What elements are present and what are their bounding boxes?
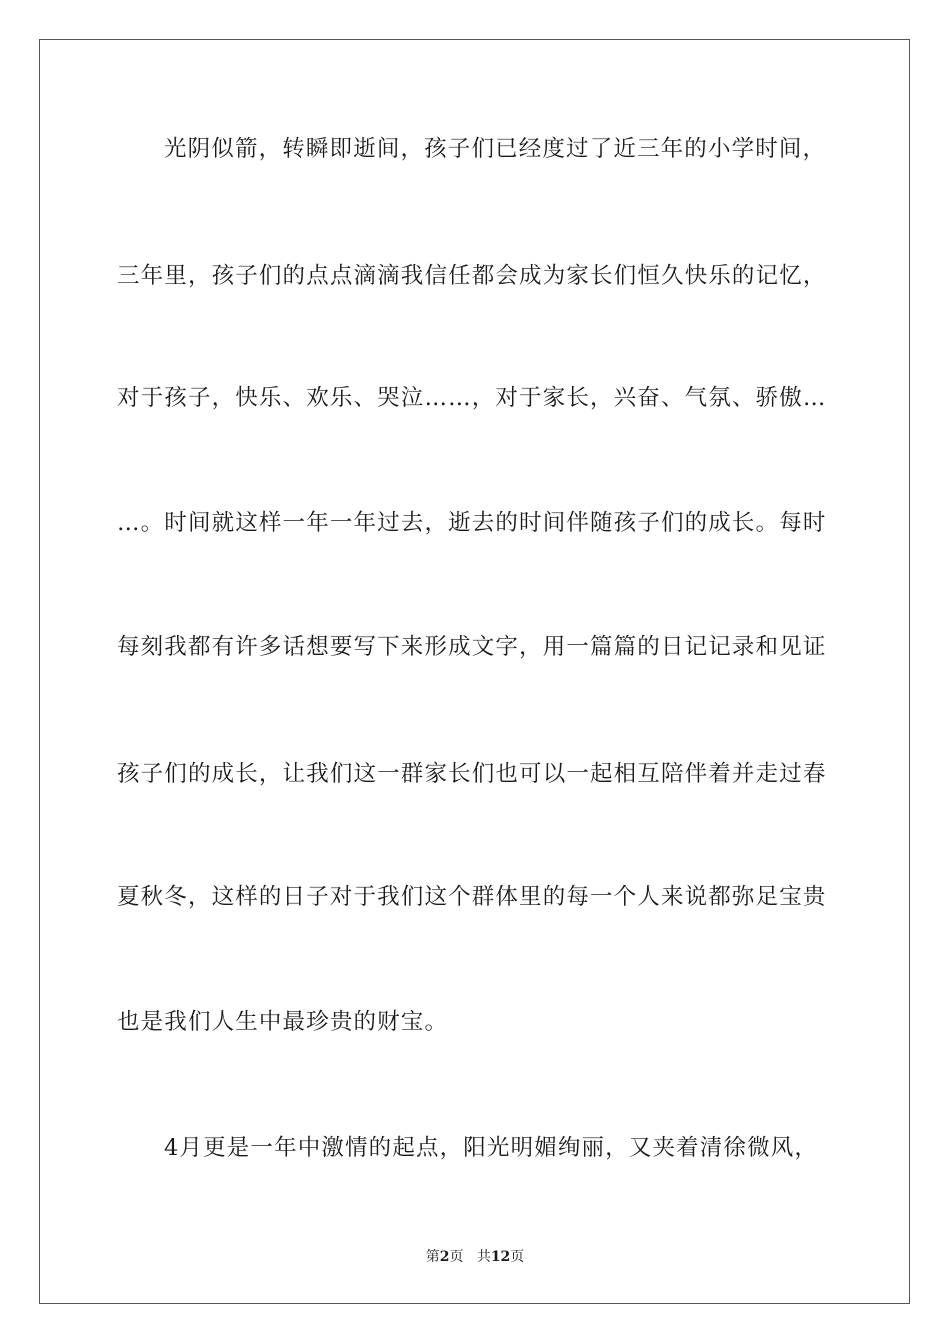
paragraph-line: 三年里，孩子们的点点滴滴我信任都会成为家长们恒久快乐的记忆， — [117, 263, 827, 289]
paragraph-line: 每刻我都有许多话想要写下来形成文字，用一篇篇的日记记录和见证 — [117, 634, 827, 660]
paragraph-line: 孩子们的成长，让我们这一群家长们也可以一起相互陪伴着并走过春 — [117, 761, 827, 787]
paragraph-line: 4月更是一年中激情的起点，阳光明媚绚丽，又夹着清徐微风， — [164, 1135, 819, 1161]
page-suffix: 页 — [449, 1249, 464, 1265]
total-prefix: 共 — [476, 1249, 491, 1265]
page-footer — [0, 1248, 950, 1266]
paragraph-line: 对于孩子，快乐、欢乐、哭泣……，对于家长，兴奋、气氛、骄傲… — [117, 385, 827, 411]
paragraph-line: 也是我们人生中最珍贵的财宝。 — [117, 1009, 449, 1035]
total-page-count: 12 — [490, 1249, 511, 1265]
page-prefix: 第 — [425, 1249, 440, 1265]
paragraph-line: …。时间就这样一年一年过去，逝去的时间伴随孩子们的成长。每时 — [117, 510, 827, 536]
paragraph-line: 夏秋冬，这样的日子对于我们这个群体里的每一个人来说都弥足宝贵 — [117, 884, 827, 910]
total-suffix: 页 — [510, 1249, 525, 1265]
current-page-number: 2 — [439, 1249, 450, 1265]
paragraph-line: 光阴似箭，转瞬即逝间，孩子们已经度过了近三年的小学时间， — [164, 136, 827, 162]
page-border — [39, 39, 910, 1304]
